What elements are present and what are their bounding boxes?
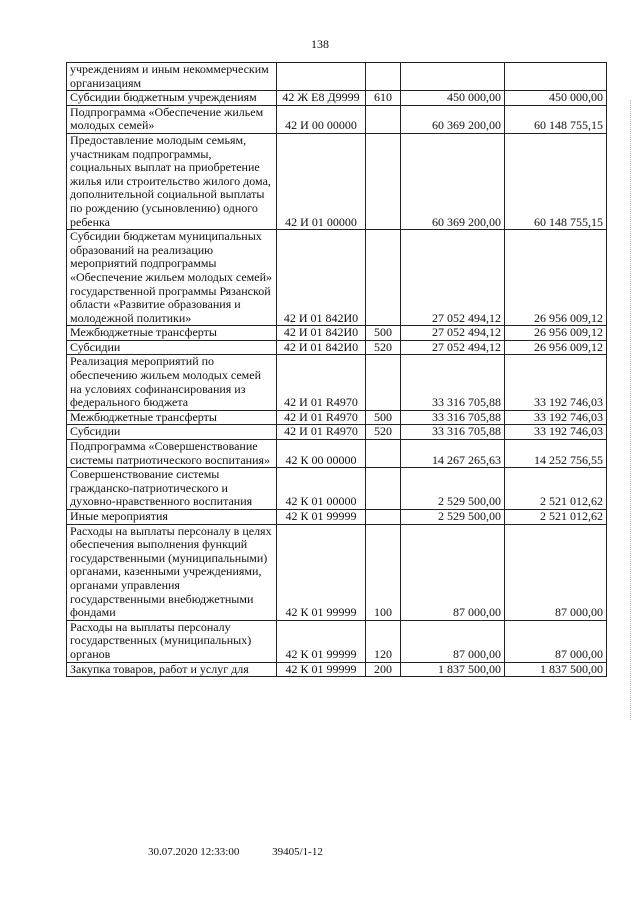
row-amount-executed: 33 192 746,03 xyxy=(505,425,607,440)
row-amount-executed: 87 000,00 xyxy=(505,524,607,620)
row-amount-planned: 27 052 494,12 xyxy=(401,326,505,341)
row-name: Совершенствование системы гражданско-патриотического и духовно-нравственного воспитания xyxy=(67,468,277,510)
footer xyxy=(148,846,323,858)
row-target-code xyxy=(277,63,366,91)
footer-timestamp: 30.07.2020 12:33:00 xyxy=(148,846,240,858)
row-name: Межбюджетные трансферты xyxy=(67,326,277,341)
table-row xyxy=(67,468,607,510)
row-name: Субсидии xyxy=(67,340,277,355)
row-target-code: 42 И 01 842И0 xyxy=(277,340,366,355)
row-name: Межбюджетные трансферты xyxy=(67,410,277,425)
row-expense-type: 500 xyxy=(366,326,401,341)
row-amount-planned: 1 837 500,00 xyxy=(401,662,505,677)
table-row xyxy=(67,230,607,326)
row-expense-type xyxy=(366,510,401,525)
row-amount-planned: 27 052 494,12 xyxy=(401,340,505,355)
table-row xyxy=(67,91,607,106)
row-name: Реализация мероприятий по обеспечению жильем молодых семей на условиях софинансирования из федерального бюджета xyxy=(67,355,277,410)
row-expense-type xyxy=(366,105,401,133)
row-amount-planned: 60 369 200,00 xyxy=(401,133,505,229)
row-amount-planned xyxy=(401,63,505,91)
row-amount-planned: 87 000,00 xyxy=(401,524,505,620)
row-amount-executed: 33 192 746,03 xyxy=(505,410,607,425)
row-amount-planned: 33 316 705,88 xyxy=(401,425,505,440)
row-expense-type xyxy=(366,230,401,326)
row-expense-type: 200 xyxy=(366,662,401,677)
row-amount-executed: 33 192 746,03 xyxy=(505,355,607,410)
table-row xyxy=(67,63,607,91)
row-name: Субсидии бюджетам муниципальных образований на реализацию мероприятий подпрограммы «Обеспечение жильем молодых семей» государственной программы Рязанской области «Развитие образования и молодежной политики» xyxy=(67,230,277,326)
row-target-code: 42 И 01 R4970 xyxy=(277,425,366,440)
binding-edge-marks xyxy=(630,100,637,720)
row-expense-type xyxy=(366,355,401,410)
row-target-code: 42 К 01 99999 xyxy=(277,510,366,525)
row-name: учреждениям и иным некоммерческим организациям xyxy=(67,63,277,91)
table-row xyxy=(67,620,607,662)
table-row xyxy=(67,524,607,620)
row-name: Предоставление молодым семьям, участникам подпрограммы, социальных выплат на приобретение жилья или строительство жилого дома, дополнительной социальной выплаты по рождению (усыновлению) одного ребенка xyxy=(67,133,277,229)
row-expense-type: 520 xyxy=(366,425,401,440)
row-target-code: 42 И 01 842И0 xyxy=(277,326,366,341)
page-number: 138 xyxy=(311,37,329,51)
row-amount-executed: 450 000,00 xyxy=(505,91,607,106)
row-amount-executed: 2 521 012,62 xyxy=(505,510,607,525)
row-amount-planned: 33 316 705,88 xyxy=(401,410,505,425)
row-name: Расходы на выплаты персоналу в целях обеспечения выполнения функций государственными (муниципальными) органами, казенными учреждениями, органами управления государственными внебюджетными фондами xyxy=(67,524,277,620)
row-expense-type xyxy=(366,440,401,468)
row-amount-planned: 27 052 494,12 xyxy=(401,230,505,326)
row-amount-planned: 33 316 705,88 xyxy=(401,355,505,410)
row-target-code: 42 И 01 842И0 xyxy=(277,230,366,326)
row-expense-type: 500 xyxy=(366,410,401,425)
row-name: Подпрограмма «Обеспечение жильем молодых семей» xyxy=(67,105,277,133)
row-name: Закупка товаров, работ и услуг для xyxy=(67,662,277,677)
row-target-code: 42 К 00 00000 xyxy=(277,440,366,468)
row-name: Субсидии xyxy=(67,425,277,440)
table-row xyxy=(67,105,607,133)
table-row xyxy=(67,355,607,410)
table-row xyxy=(67,340,607,355)
row-amount-planned: 60 369 200,00 xyxy=(401,105,505,133)
row-amount-executed: 14 252 756,55 xyxy=(505,440,607,468)
row-expense-type: 120 xyxy=(366,620,401,662)
row-target-code: 42 И 01 00000 xyxy=(277,133,366,229)
table-row xyxy=(67,662,607,677)
row-expense-type: 520 xyxy=(366,340,401,355)
row-expense-type xyxy=(366,133,401,229)
row-amount-planned: 87 000,00 xyxy=(401,620,505,662)
row-amount-executed: 26 956 009,12 xyxy=(505,326,607,341)
row-target-code: 42 И 01 R4970 xyxy=(277,410,366,425)
row-target-code: 42 И 01 R4970 xyxy=(277,355,366,410)
row-expense-type: 100 xyxy=(366,524,401,620)
budget-table-body xyxy=(67,63,607,677)
row-name: Подпрограмма «Совершенствование системы патриотического воспитания» xyxy=(67,440,277,468)
row-target-code: 42 К 01 99999 xyxy=(277,662,366,677)
row-name: Субсидии бюджетным учреждениям xyxy=(67,91,277,106)
table-row xyxy=(67,510,607,525)
table-row xyxy=(67,425,607,440)
budget-table xyxy=(66,62,607,677)
row-expense-type xyxy=(366,468,401,510)
row-target-code: 42 К 01 00000 xyxy=(277,468,366,510)
row-target-code: 42 К 01 99999 xyxy=(277,524,366,620)
row-amount-executed: 60 148 755,15 xyxy=(505,133,607,229)
row-amount-executed: 2 521 012,62 xyxy=(505,468,607,510)
row-target-code: 42 Ж Е8 Д9999 xyxy=(277,91,366,106)
row-target-code: 42 К 01 99999 xyxy=(277,620,366,662)
row-amount-executed: 60 148 755,15 xyxy=(505,105,607,133)
table-row xyxy=(67,133,607,229)
row-target-code: 42 И 00 00000 xyxy=(277,105,366,133)
row-name: Расходы на выплаты персоналу государственных (муниципальных) органов xyxy=(67,620,277,662)
row-amount-executed: 26 956 009,12 xyxy=(505,230,607,326)
table-row xyxy=(67,410,607,425)
row-name: Иные мероприятия xyxy=(67,510,277,525)
table-row xyxy=(67,326,607,341)
row-amount-executed: 26 956 009,12 xyxy=(505,340,607,355)
row-amount-planned: 14 267 265,63 xyxy=(401,440,505,468)
row-expense-type xyxy=(366,63,401,91)
row-amount-planned: 450 000,00 xyxy=(401,91,505,106)
table-row xyxy=(67,440,607,468)
row-amount-executed xyxy=(505,63,607,91)
row-amount-planned: 2 529 500,00 xyxy=(401,468,505,510)
row-amount-planned: 2 529 500,00 xyxy=(401,510,505,525)
row-amount-executed: 87 000,00 xyxy=(505,620,607,662)
footer-doc-code: 39405/1-12 xyxy=(272,846,323,858)
row-amount-executed: 1 837 500,00 xyxy=(505,662,607,677)
row-expense-type: 610 xyxy=(366,91,401,106)
